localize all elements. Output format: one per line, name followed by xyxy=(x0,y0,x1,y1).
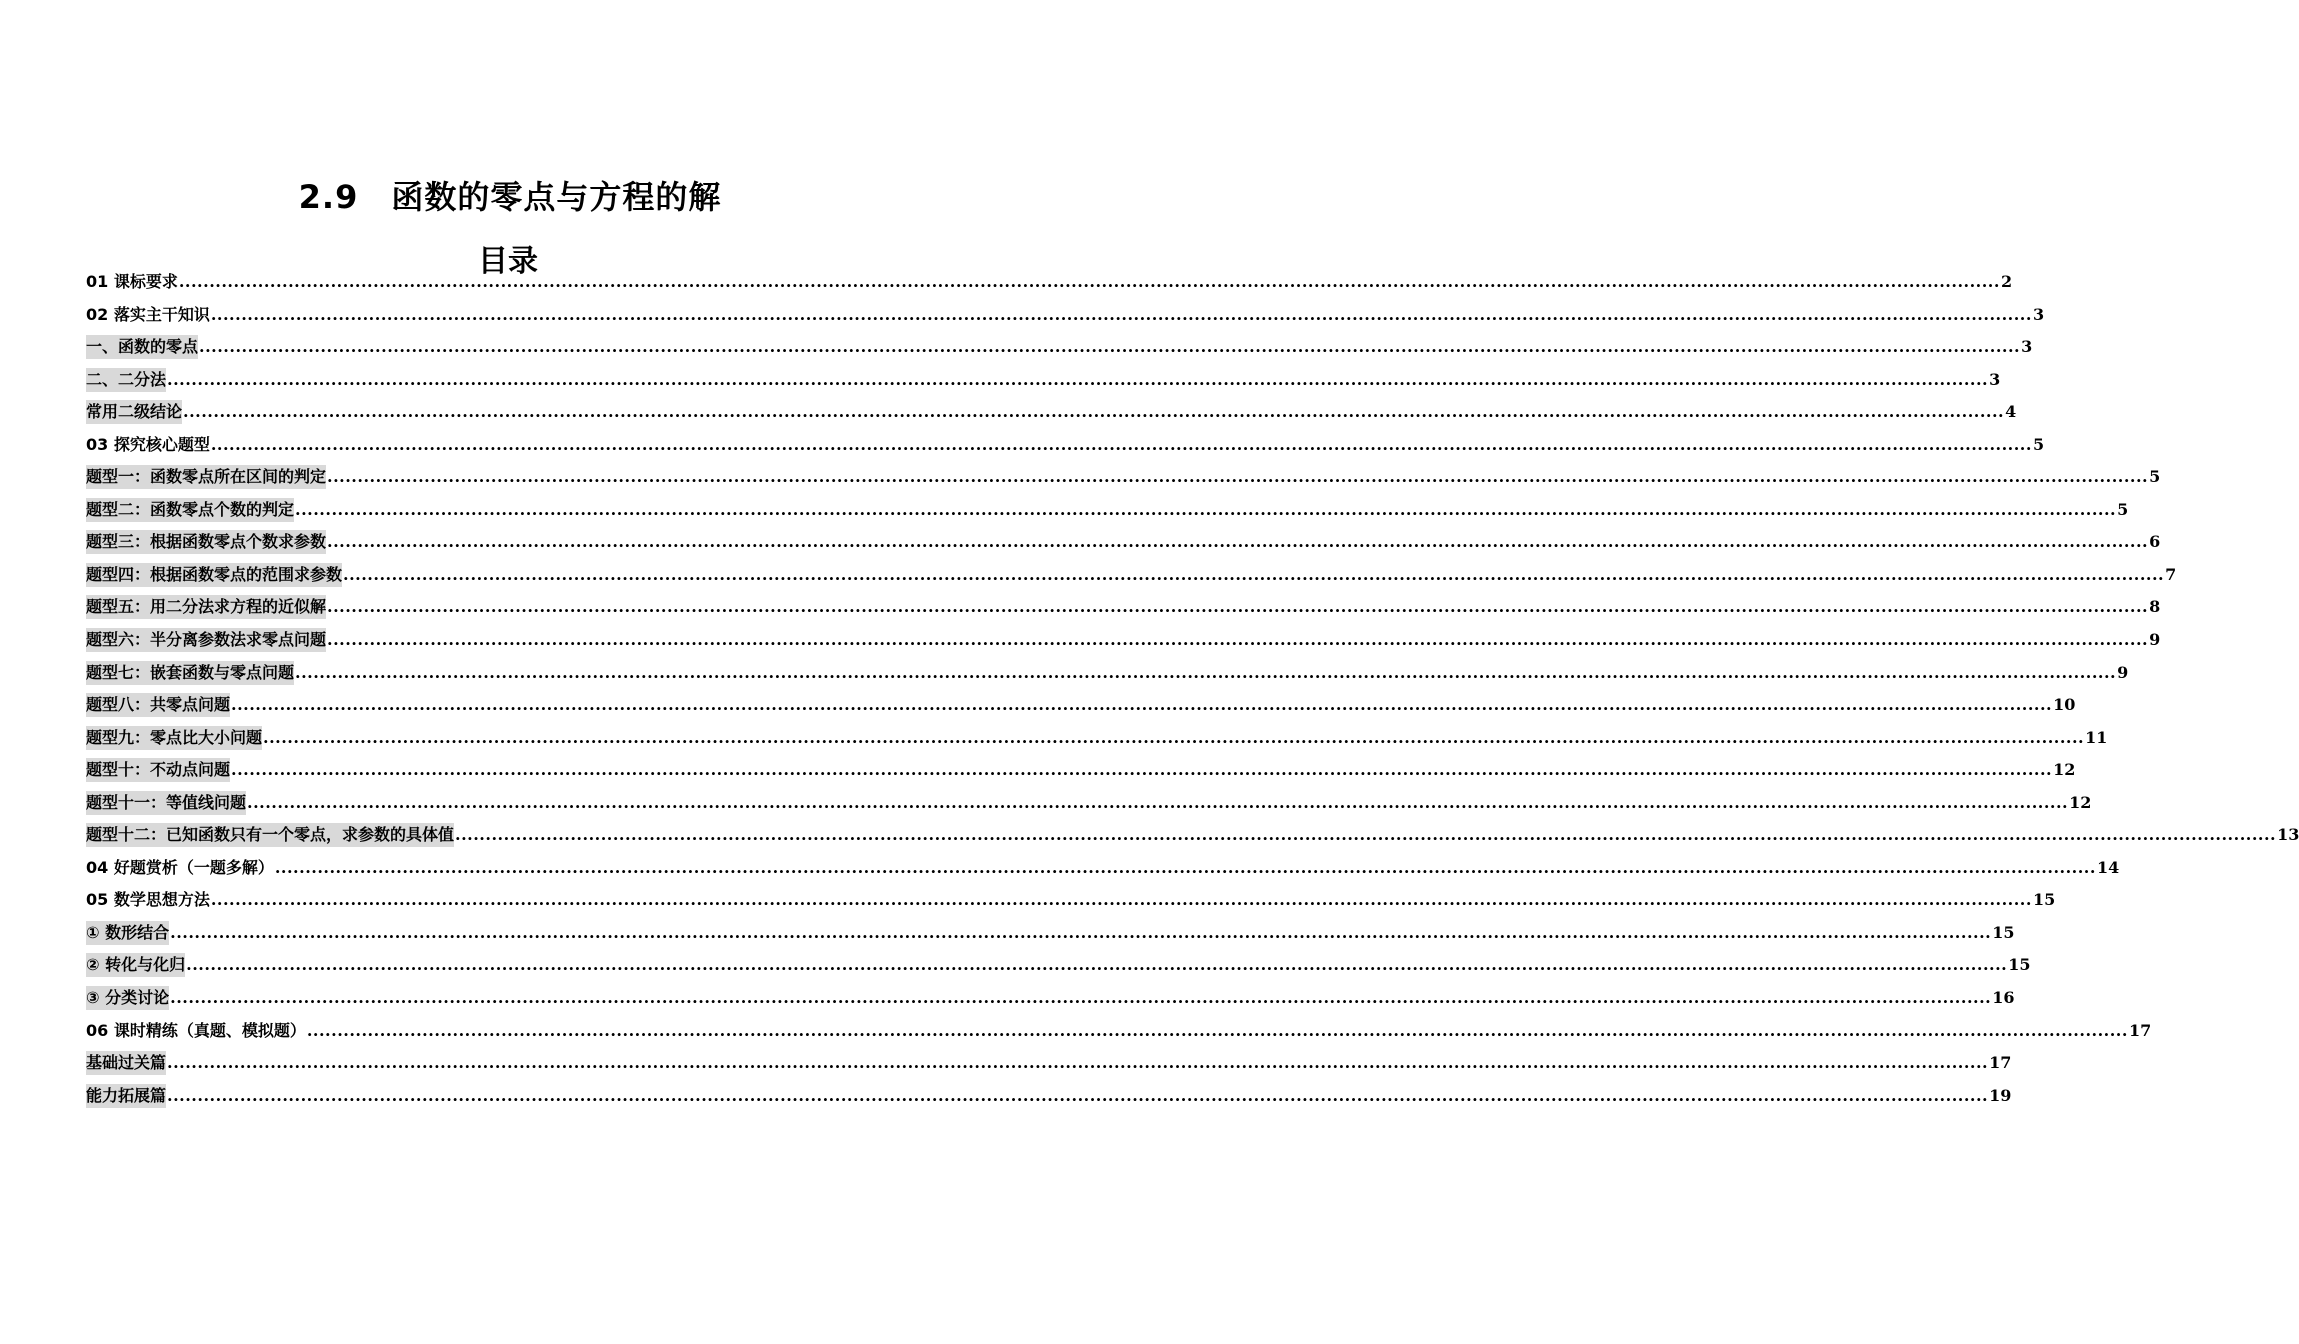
toc-entry-label: ③ 分类讨论 xyxy=(86,986,169,1010)
toc-dot-leader: ............................................................................................................................................................................................................................................................................................................ xyxy=(327,597,2149,617)
toc-entry[interactable] xyxy=(86,856,2120,889)
toc-dot-leader: ............................................................................................................................................................................................................................................................................................................ xyxy=(210,304,2032,324)
toc-dot-leader: ............................................................................................................................................................................................................................................................................................................ xyxy=(231,760,2053,780)
toc-dot-leader: ............................................................................................................................................................................................................................................................................................................ xyxy=(183,402,2005,422)
toc-entry[interactable] xyxy=(86,628,2161,661)
toc-entry-label: ① 数形结合 xyxy=(86,921,169,945)
toc-entry[interactable] xyxy=(86,1084,2012,1117)
toc-entry[interactable] xyxy=(86,986,2015,1019)
toc-entry[interactable] xyxy=(86,693,2076,726)
toc-entry-label: 能力拓展篇 xyxy=(86,1084,166,1108)
toc-entry-page: 11 xyxy=(2085,727,2108,747)
toc-entry[interactable] xyxy=(86,368,2001,401)
toc-entry-page: 5 xyxy=(2149,467,2161,487)
toc-dot-leader: ............................................................................................................................................................................................................................................................................................................ xyxy=(327,630,2149,650)
toc-entry-label: 03 探究核心题型 xyxy=(86,434,210,454)
toc-dot-leader: ............................................................................................................................................................................................................................................................................................................ xyxy=(178,272,2000,291)
toc-entry-label: 题型七：嵌套函数与零点问题 xyxy=(86,661,294,685)
toc-entry-label: 06 课时精练（真题、模拟题） xyxy=(86,1020,306,1040)
toc-dot-leader: ............................................................................................................................................................................................................................................................................................................ xyxy=(170,988,1992,1008)
toc-entry[interactable] xyxy=(86,758,2076,791)
toc-entry-page: 15 xyxy=(1992,922,2015,942)
toc-entry-label: 题型八：共零点问题 xyxy=(86,693,230,717)
toc-entry-page: 3 xyxy=(2032,304,2045,324)
toc-entry-label: 题型二：函数零点个数的判定 xyxy=(86,498,294,522)
toc-dot-leader: ............................................................................................................................................................................................................................................................................................................ xyxy=(210,890,2032,910)
toc-dot-leader: ............................................................................................................................................................................................................................................................................................................ xyxy=(210,434,2032,454)
toc-entry[interactable] xyxy=(86,661,2129,694)
toc-dot-leader: ............................................................................................................................................................................................................................................................................................................ xyxy=(327,532,2149,552)
toc-entry-page: 12 xyxy=(2069,792,2092,812)
toc-dot-leader: ............................................................................................................................................................................................................................................................................................................ xyxy=(199,337,2021,357)
toc-dot-leader: ............................................................................................................................................................................................................................................................................................................ xyxy=(170,922,1992,942)
toc-entry-page: 5 xyxy=(2117,499,2129,519)
toc-entry-page: 13 xyxy=(2277,825,2299,845)
toc-dot-leader: ............................................................................................................................................................................................................................................................................................................ xyxy=(167,1085,1989,1105)
toc-entry[interactable] xyxy=(86,823,2299,856)
toc-entry[interactable] xyxy=(86,888,2056,921)
toc-entry-label: 二、二分法 xyxy=(86,368,166,392)
toc-entry[interactable] xyxy=(86,563,2177,596)
toc-entry-page: 14 xyxy=(2096,857,2120,877)
toc-dot-leader: ............................................................................................................................................................................................................................................................................................................ xyxy=(167,369,1989,389)
toc-dot-leader: ............................................................................................................................................................................................................................................................................................................ xyxy=(343,564,2165,584)
toc-entry-label: 05 数学思想方法 xyxy=(86,890,210,910)
toc-entry-label: ② 转化与化归 xyxy=(86,953,185,977)
toc-dot-leader: ............................................................................................................................................................................................................................................................................................................ xyxy=(167,1053,1989,1073)
toc-entry-page: 15 xyxy=(2032,890,2056,910)
toc-entry[interactable] xyxy=(86,791,2092,824)
toc-entry-label: 常用二级结论 xyxy=(86,400,182,424)
toc-entry-page: 17 xyxy=(2128,1020,2152,1040)
toc-entry-label: 题型三：根据函数零点个数求参数 xyxy=(86,530,326,554)
toc-entry[interactable] xyxy=(86,433,2045,466)
toc-entry-label: 题型十：不动点问题 xyxy=(86,758,230,782)
toc-entry[interactable] xyxy=(86,595,2161,628)
toc-entry[interactable] xyxy=(86,465,2161,498)
toc-entry-page: 10 xyxy=(2053,695,2076,715)
toc-entry-label: 题型四：根据函数零点的范围求参数 xyxy=(86,563,342,587)
toc-entry[interactable] xyxy=(86,270,2013,303)
toc-dot-leader: ............................................................................................................................................................................................................................................................................................................ xyxy=(263,727,2085,747)
toc-entry-page: 5 xyxy=(2032,434,2045,454)
toc-heading: 目录 xyxy=(478,243,538,279)
toc-entry-page: 2 xyxy=(2000,272,2013,291)
toc-entry-page: 9 xyxy=(2117,662,2129,682)
toc-entry-page: 4 xyxy=(2005,402,2017,422)
toc-dot-leader: ............................................................................................................................................................................................................................................................................................................ xyxy=(247,792,2069,812)
toc-entry-page: 17 xyxy=(1989,1053,2012,1073)
toc-entry-page: 15 xyxy=(2008,955,2031,975)
toc-entry[interactable] xyxy=(86,498,2129,531)
toc-dot-leader: ............................................................................................................................................................................................................................................................................................................ xyxy=(231,695,2053,715)
toc-entry-label: 题型十一：等值线问题 xyxy=(86,791,246,815)
table-of-contents xyxy=(86,270,2299,1116)
toc-entry-label: 基础过关篇 xyxy=(86,1051,166,1075)
toc-entry-label: 一、函数的零点 xyxy=(86,335,198,359)
toc-dot-leader: ............................................................................................................................................................................................................................................................................................................ xyxy=(274,857,2096,877)
toc-dot-leader: ............................................................................................................................................................................................................................................................................................................ xyxy=(455,825,2277,845)
toc-dot-leader: ............................................................................................................................................................................................................................................................................................................ xyxy=(295,499,2117,519)
toc-entry[interactable] xyxy=(86,1019,2152,1052)
toc-entry[interactable] xyxy=(86,921,2015,954)
toc-entry-page: 9 xyxy=(2149,630,2161,650)
toc-entry[interactable] xyxy=(86,530,2161,563)
toc-entry-label: 02 落实主干知识 xyxy=(86,304,210,324)
toc-entry-page: 19 xyxy=(1989,1085,2012,1105)
toc-entry-label: 题型六：半分离参数法求零点问题 xyxy=(86,628,326,652)
document-title: 2.9 函数的零点与方程的解 xyxy=(298,178,722,217)
toc-entry[interactable] xyxy=(86,1051,2012,1084)
toc-dot-leader: ............................................................................................................................................................................................................................................................................................................ xyxy=(327,467,2149,487)
toc-entry-page: 12 xyxy=(2053,760,2076,780)
toc-entry[interactable] xyxy=(86,335,2033,368)
toc-entry[interactable] xyxy=(86,726,2108,759)
toc-entry-page: 3 xyxy=(1989,369,2001,389)
toc-entry-label: 01 课标要求 xyxy=(86,272,178,291)
toc-entry-label: 题型五：用二分法求方程的近似解 xyxy=(86,595,326,619)
toc-dot-leader: ............................................................................................................................................................................................................................................................................................................ xyxy=(295,662,2117,682)
toc-dot-leader: ............................................................................................................................................................................................................................................................................................................ xyxy=(186,955,2008,975)
toc-entry-page: 16 xyxy=(1992,988,2015,1008)
toc-entry-page: 7 xyxy=(2165,564,2177,584)
toc-entry-page: 8 xyxy=(2149,597,2161,617)
toc-entry-label: 题型一：函数零点所在区间的判定 xyxy=(86,465,326,489)
toc-dot-leader: ............................................................................................................................................................................................................................................................................................................ xyxy=(306,1020,2128,1040)
toc-entry-label: 题型九：零点比大小问题 xyxy=(86,726,262,750)
toc-entry-page: 3 xyxy=(2021,337,2033,357)
toc-entry-label: 题型十二：已知函数只有一个零点，求参数的具体值 xyxy=(86,823,454,847)
toc-entry[interactable] xyxy=(86,953,2031,986)
toc-entry[interactable] xyxy=(86,303,2045,336)
toc-entry-page: 6 xyxy=(2149,532,2161,552)
toc-entry[interactable] xyxy=(86,400,2017,433)
toc-entry-label: 04 好题赏析（一题多解） xyxy=(86,857,274,877)
